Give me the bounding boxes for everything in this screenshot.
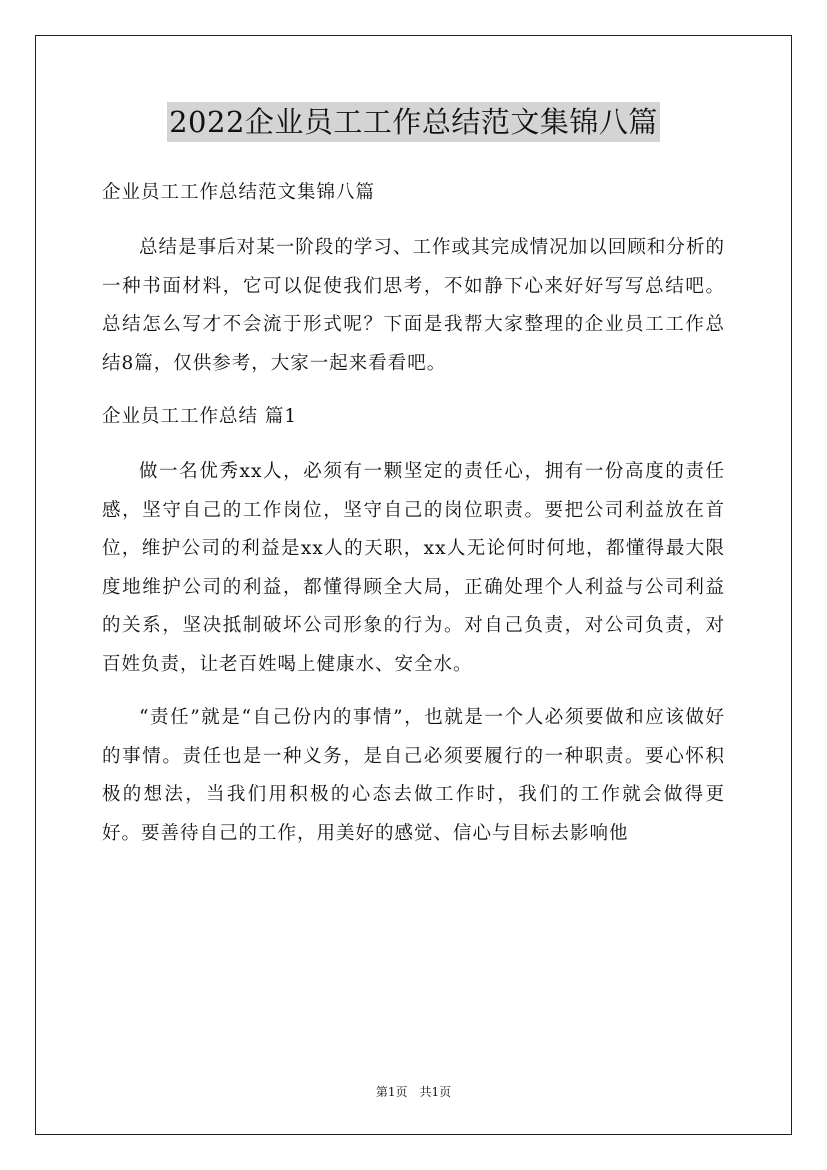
page-footer: 第1页 共1页 <box>375 1085 452 1099</box>
body-paragraph: “责任”就是“自己份内的事情”，也就是一个人必须要做和应该做好的事情。责任也是一种义务，是自己必须要履行的一种职责。要心怀积极的想法，当我们用积极的心态去做工作时，我们的工作就会做得更好。要善待自己的工作，用美好的感觉、信心与目标去影响他 <box>102 707 725 844</box>
body-paragraph: 做一名优秀xx人，必须有一颗坚定的责任心，拥有一份高度的责任感，坚守自己的工作岗位，坚守自己的岗位职责。要把公司利益放在首位，维护公司的利益是xx人的天职，xx人无论何时何地，都懂得最大限度地维护公司的利益，都懂得顾全大局，正确处理个人利益与公司利益的关系，坚决抵制破坏公司形象的行为。对自己负责，对公司负责，对百姓负责，让老百姓喝上健康水、安全水。 <box>102 461 725 675</box>
section-heading: 企业员工工作总结 篇1 <box>102 406 298 427</box>
title-container <box>0 102 827 142</box>
document-subtitle: 企业员工工作总结范文集锦八篇 <box>102 182 376 203</box>
intro-paragraph: 总结是事后对某一阶段的学习、工作或其完成情况加以回顾和分析的一种书面材料，它可以促使我们思考，不如静下心来好好写写总结吧。总结怎么写才不会流于形式呢？下面是我帮大家整理的企业员工工作总结8篇，仅供参考，大家一起来看看吧。 <box>102 237 725 374</box>
document-title: 2022企业员工工作总结范文集锦八篇 <box>167 102 660 142</box>
document-body <box>102 174 725 868</box>
